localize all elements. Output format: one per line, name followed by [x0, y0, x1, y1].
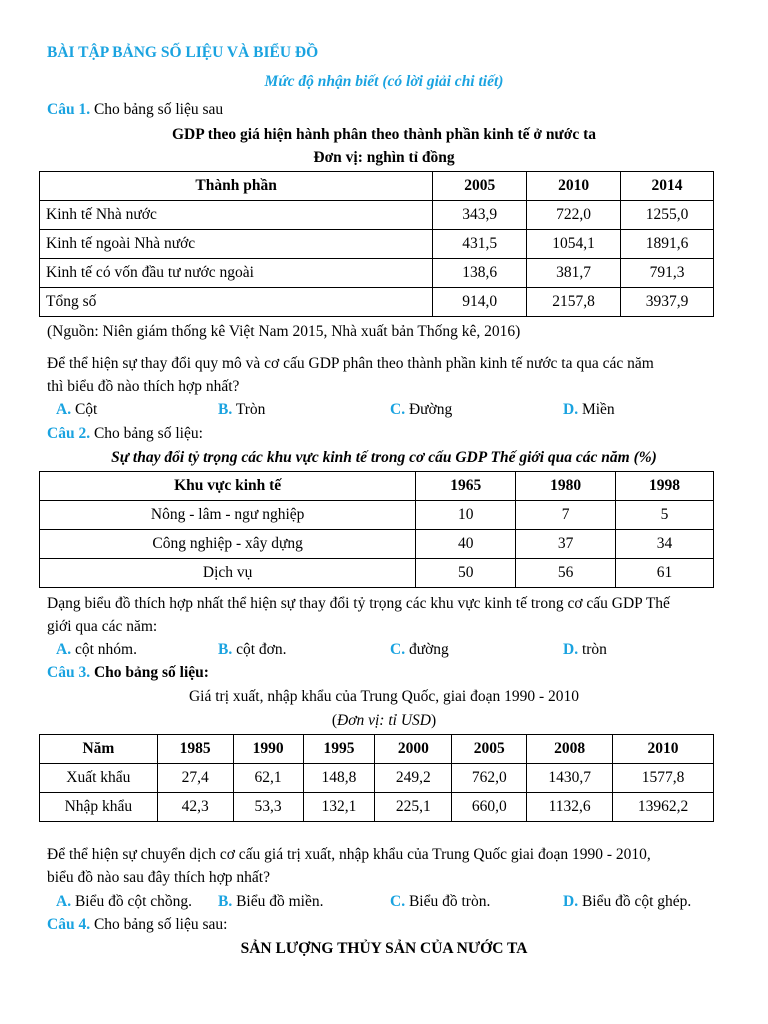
q3-unit-line — [0, 709, 768, 732]
option-text: cột nhóm. — [74, 641, 137, 658]
q3-header — [47, 661, 728, 684]
q2-question-line2: giới qua các năm: — [47, 618, 158, 635]
q2-options — [56, 638, 728, 661]
q2-option-c[interactable] — [390, 638, 449, 661]
q4-header — [47, 913, 728, 936]
table-cell: 5 — [616, 501, 714, 530]
q4-intro: Cho bảng số liệu sau: — [93, 916, 228, 933]
table-cell: 62,1 — [233, 764, 303, 793]
q1-table — [39, 171, 714, 317]
table-cell: 148,8 — [303, 764, 375, 793]
q3-header-cell: Năm — [40, 735, 158, 764]
q3-option-d[interactable] — [563, 890, 691, 913]
option-key: A. — [56, 893, 72, 910]
q2-header-cell: Khu vực kinh tế — [40, 472, 416, 501]
q3-unit-paren-open: ( — [331, 712, 338, 729]
q1-option-c[interactable] — [390, 398, 452, 421]
table-cell: Nhập khẩu — [40, 793, 158, 822]
option-key: D. — [563, 401, 579, 418]
option-text: Miền — [581, 401, 615, 418]
table-cell: 34 — [616, 530, 714, 559]
q2-table-header-row — [40, 472, 714, 501]
q1-header-cell: 2010 — [527, 172, 621, 201]
table-cell: 1132,6 — [527, 793, 613, 822]
table-cell: 27,4 — [157, 764, 233, 793]
q2-option-b[interactable] — [218, 638, 286, 661]
option-key: C. — [390, 641, 406, 658]
table-cell: Tổng số — [40, 288, 433, 317]
option-text: Biểu đồ tròn. — [408, 893, 491, 910]
table-row — [40, 201, 714, 230]
q4-label: Câu 4. — [47, 916, 91, 933]
q3-table — [39, 734, 714, 822]
document-subheading: Mức độ nhận biết (có lời giải chi tiết) — [264, 73, 504, 90]
q3-table-header-row — [40, 735, 714, 764]
q1-header — [47, 98, 728, 121]
table-cell: 249,2 — [375, 764, 452, 793]
option-text: đường — [408, 641, 449, 658]
q3-intro: Cho bảng số liệu: — [93, 664, 209, 681]
q3-header-cell: 2000 — [375, 735, 452, 764]
table-cell: Công nghiệp - xây dựng — [40, 530, 416, 559]
table-cell: 1577,8 — [613, 764, 714, 793]
option-text: Cột — [74, 401, 98, 418]
table-cell: 343,9 — [433, 201, 527, 230]
table-cell: 40 — [416, 530, 516, 559]
option-key: D. — [563, 641, 579, 658]
q3-header-cell: 2010 — [613, 735, 714, 764]
document-heading: BÀI TẬP BẢNG SỐ LIỆU VÀ BIỂU ĐỒ — [47, 44, 319, 61]
option-key: B. — [218, 893, 233, 910]
table-row — [40, 288, 714, 317]
table-cell: 225,1 — [375, 793, 452, 822]
q3-header-cell: 1990 — [233, 735, 303, 764]
table-cell: Dịch vụ — [40, 559, 416, 588]
table-cell: 914,0 — [433, 288, 527, 317]
table-cell: 56 — [516, 559, 616, 588]
option-text: cột đơn. — [236, 641, 287, 658]
table-cell: Kinh tế Nhà nước — [40, 201, 433, 230]
table-row — [40, 793, 714, 822]
q1-unit: Đơn vị: nghìn tỉ đồng — [313, 149, 455, 166]
table-cell: 1891,6 — [621, 230, 714, 259]
table-row — [40, 764, 714, 793]
q3-options — [56, 890, 728, 913]
q3-unit: Đơn vị: tỉ USD — [337, 712, 431, 729]
q3-question-line1: Để thể hiện sự chuyển dịch cơ cấu giá trị xuất, nhập khẩu của Trung Quốc giai đoạn 1990 - 2010, — [47, 846, 651, 863]
q1-header-cell: Thành phần — [40, 172, 433, 201]
q2-table-title: Sự thay đổi tỷ trọng các khu vực kinh tế trong cơ cấu GDP Thế giới qua các năm (%) — [111, 449, 657, 466]
option-text: Đường — [408, 401, 453, 418]
option-key: A. — [56, 401, 72, 418]
q1-option-a[interactable] — [56, 398, 97, 421]
table-cell: 722,0 — [527, 201, 621, 230]
q3-header-cell: 1985 — [157, 735, 233, 764]
table-cell: 431,5 — [433, 230, 527, 259]
q3-header-cell: 1995 — [303, 735, 375, 764]
table-cell: 1054,1 — [527, 230, 621, 259]
q3-question-line2: biểu đồ nào sau đây thích hợp nhất? — [47, 869, 270, 886]
option-text: tròn — [581, 641, 607, 658]
table-cell: 2157,8 — [527, 288, 621, 317]
option-text: Biểu đồ cột chồng. — [74, 893, 193, 910]
option-text: Biểu đồ cột ghép. — [581, 893, 692, 910]
q1-label: Câu 1. — [47, 101, 91, 118]
option-text: Biểu đồ miền. — [236, 893, 324, 910]
table-cell: 7 — [516, 501, 616, 530]
option-key: D. — [563, 893, 579, 910]
option-key: C. — [390, 893, 406, 910]
q2-question-line1: Dạng biểu đồ thích hợp nhất thể hiện sự thay đổi tỷ trọng các khu vực kinh tế trong cơ cấu GDP Thế — [47, 595, 670, 612]
q2-label: Câu 2. — [47, 425, 91, 442]
table-cell: 138,6 — [433, 259, 527, 288]
q3-option-b[interactable] — [218, 890, 324, 913]
q1-header-cell: 2005 — [433, 172, 527, 201]
table-row — [40, 530, 714, 559]
table-cell: Xuất khẩu — [40, 764, 158, 793]
q1-source: (Nguồn: Niên giám thống kê Việt Nam 2015, Nhà xuất bản Thống kê, 2016) — [47, 323, 521, 340]
q2-option-a[interactable] — [56, 638, 137, 661]
q2-option-d[interactable] — [563, 638, 607, 661]
table-cell: 660,0 — [452, 793, 527, 822]
q2-header-cell: 1998 — [616, 472, 714, 501]
q3-option-a[interactable] — [56, 890, 192, 913]
table-cell: 791,3 — [621, 259, 714, 288]
q1-question-line1: Để thể hiện sự thay đổi quy mô và cơ cấu GDP phân theo thành phần kinh tế nước ta qua các năm — [47, 355, 654, 372]
q3-option-c[interactable] — [390, 890, 490, 913]
table-row — [40, 259, 714, 288]
table-row — [40, 559, 714, 588]
q1-options — [56, 398, 728, 421]
table-cell: 50 — [416, 559, 516, 588]
table-cell: Nông - lâm - ngư nghiệp — [40, 501, 416, 530]
q1-option-b[interactable] — [218, 398, 265, 421]
option-key: A. — [56, 641, 72, 658]
table-cell: 42,3 — [157, 793, 233, 822]
table-cell: Kinh tế ngoài Nhà nước — [40, 230, 433, 259]
q1-option-d[interactable] — [563, 398, 615, 421]
q1-table-title: GDP theo giá hiện hành phân theo thành phần kinh tế ở nước ta — [172, 126, 596, 143]
q3-header-cell: 2008 — [527, 735, 613, 764]
q1-question-line2: thì biểu đồ nào thích hợp nhất? — [47, 378, 240, 395]
q3-unit-paren-close: ) — [430, 712, 437, 729]
table-cell: 762,0 — [452, 764, 527, 793]
q2-header — [47, 422, 728, 445]
table-cell: 132,1 — [303, 793, 375, 822]
option-key: B. — [218, 641, 233, 658]
table-cell: Kinh tế có vốn đầu tư nước ngoài — [40, 259, 433, 288]
q2-table — [39, 471, 714, 588]
table-cell: 1430,7 — [527, 764, 613, 793]
table-cell: 13962,2 — [613, 793, 714, 822]
table-cell: 37 — [516, 530, 616, 559]
q1-table-header-row — [40, 172, 714, 201]
q2-header-cell: 1980 — [516, 472, 616, 501]
table-row — [40, 501, 714, 530]
q3-header-cell: 2005 — [452, 735, 527, 764]
option-key: B. — [218, 401, 233, 418]
option-text: Tròn — [235, 401, 266, 418]
q1-header-cell: 2014 — [621, 172, 714, 201]
table-row — [40, 230, 714, 259]
q2-header-cell: 1965 — [416, 472, 516, 501]
table-cell: 61 — [616, 559, 714, 588]
table-cell: 10 — [416, 501, 516, 530]
table-cell: 381,7 — [527, 259, 621, 288]
q3-label: Câu 3. — [47, 664, 91, 681]
table-cell: 1255,0 — [621, 201, 714, 230]
table-cell: 53,3 — [233, 793, 303, 822]
q4-table-title: SẢN LƯỢNG THỦY SẢN CỦA NƯỚC TA — [240, 940, 528, 957]
q3-table-title: Giá trị xuất, nhập khẩu của Trung Quốc, giai đoạn 1990 - 2010 — [188, 688, 580, 705]
q1-intro: Cho bảng số liệu sau — [93, 101, 224, 118]
table-cell: 3937,9 — [621, 288, 714, 317]
option-key: C. — [390, 401, 406, 418]
q2-intro: Cho bảng số liệu: — [93, 425, 203, 442]
